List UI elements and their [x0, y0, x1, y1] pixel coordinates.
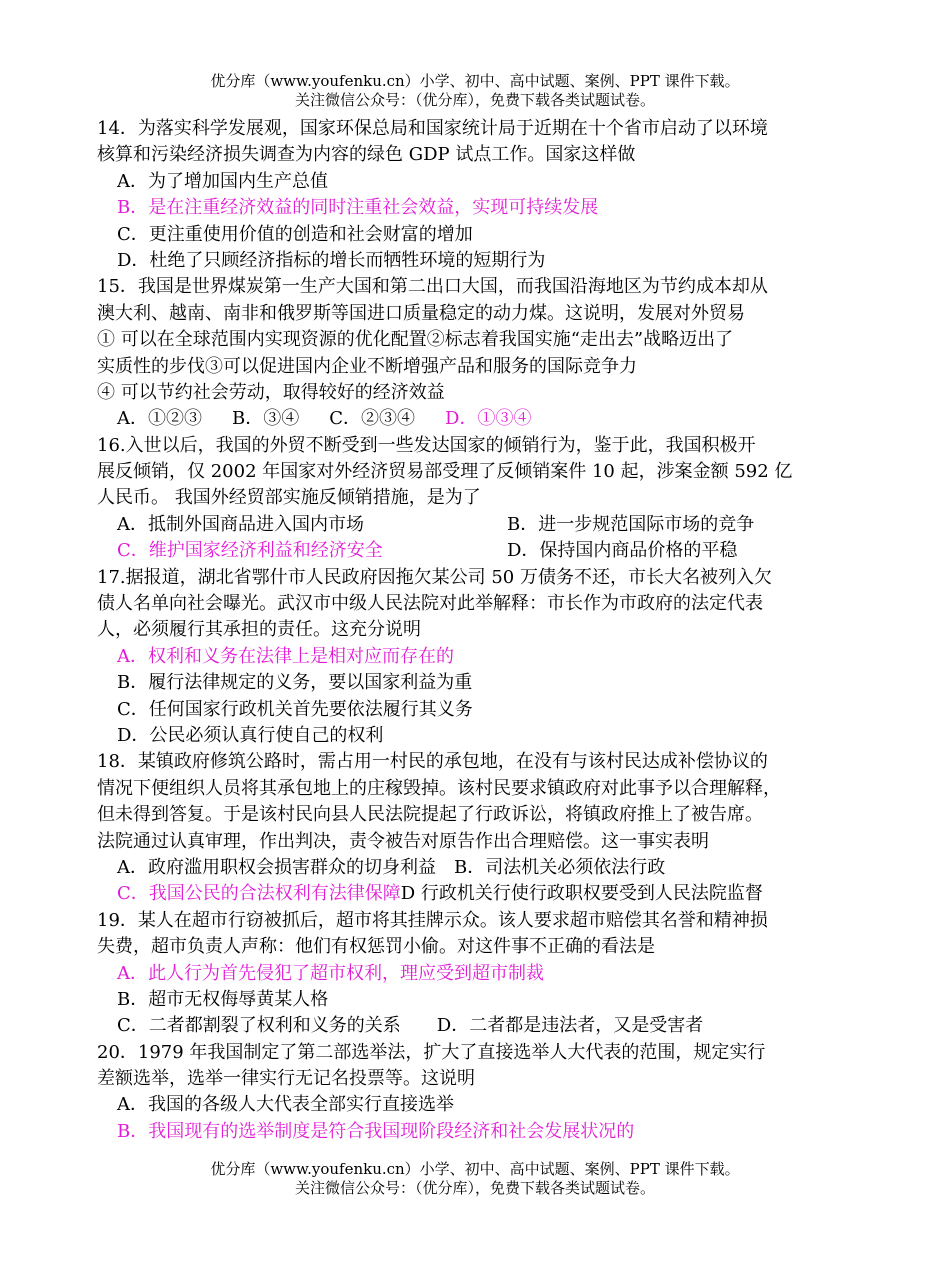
question-stem-line: 16.入世以后，我国的外贸不断受到一些发达国家的倾销行为，鉴于此，我国积极开 [97, 434, 756, 456]
question-stem-line: ① 可以在全球范围内实现资源的优化配置②标志着我国实施“走出去”战略迈出了 [97, 329, 734, 351]
footer-line-1: 优分库（www.youfenku.cn）小学、初中、高中试题、案例、PPT 课件下载。 [210, 1160, 740, 1178]
question-18 [97, 749, 867, 907]
option-a-answer: A．权利和义务在法律上是相对应而存在的 [117, 645, 454, 667]
question-stem-line: 展反倾销，仅 2002 年国家对外经济贸易部受理了反倾销案件 10 起，涉案金额 592 亿 [97, 461, 793, 483]
option-c-answer: C．维护国家经济利益和经济安全 [117, 540, 383, 562]
option-d-answer: D．①③④ [445, 408, 532, 430]
option-b-answer: B．我国现有的选举制度是符合我国现阶段经济和社会发展状况的 [117, 1120, 635, 1142]
question-stem-line: ④ 可以节约社会劳动，取得较好的经济效益 [97, 381, 445, 403]
question-stem-line: 人民币。 我国外经贸部实施反倾销措施，是为了 [97, 487, 481, 509]
page-header [0, 72, 950, 110]
option-a: A．我国的各级人大代表全部实行直接选举 [117, 1094, 454, 1116]
option-c-answer: C．我国公民的合法权利有法律保障 [117, 883, 401, 905]
question-19 [97, 908, 867, 1040]
question-stem-line: 20．1979 年我国制定了第二部选举法，扩大了直接选举人大代表的范围，规定实行 [97, 1041, 766, 1063]
option-d: D．公民必须认真行使自己的权利 [117, 724, 384, 746]
question-stem-line: 澳大利、越南、南非和俄罗斯等国进口质量稳定的动力煤。这说明，发展对外贸易 [97, 302, 745, 324]
option-row [97, 406, 867, 432]
question-20 [97, 1040, 867, 1146]
option-row-cd [97, 881, 867, 907]
question-stem-line: 实质性的步伐③可以促进国内企业不断增强产品和服务的国际竞争力 [97, 355, 637, 377]
question-stem-line: 19．某人在超市行窃被抓后，超市将其挂牌示众。该人要求超市赔偿其名誉和精神损 [97, 909, 768, 931]
option-b-answer: B．是在注重经济效益的同时注重社会效益，实现可持续发展 [117, 197, 599, 219]
question-17 [97, 565, 867, 750]
option-c: C．任何国家行政机关首先要依法履行其义务 [117, 698, 473, 720]
question-stem-line: 但未得到答复。于是该村民向县人民法院提起了行政诉讼，将镇政府推上了被告席。 [97, 804, 763, 826]
question-stem-line: 差额选举，选举一律实行无记名投票等。这说明 [97, 1068, 475, 1090]
option-b: B．进一步规范国际市场的竞争 [507, 513, 755, 535]
option-d: D 行政机关行使行政职权要受到人民法院监督 [400, 883, 763, 905]
option-row-ab: A．政府滥用职权会损害群众的切身利益 B．司法机关必须依法行政 [117, 856, 666, 878]
question-stem-line: 法院通过认真审理，作出判决，责令被告对原告作出合理赔偿。这一事实表明 [97, 830, 709, 852]
footer-line-2: 关注微信公众号：（优分库），免费下载各类试题试卷。 [294, 1179, 655, 1197]
option-c: C．更注重使用价值的创造和社会财富的增加 [117, 223, 473, 245]
option-row-cd: C．二者都割裂了权利和义务的关系 D．二者都是违法者，又是受害者 [117, 1015, 704, 1037]
question-stem-line: 14．为落实科学发展观，国家环保总局和国家统计局于近期在十个省市启动了以环境 [97, 118, 768, 139]
option-row [97, 538, 867, 564]
option-a: A．抵制外国商品进入国内市场 [117, 513, 364, 535]
question-stem-line: 18．某镇政府修筑公路时，需占用一村民的承包地，在没有与该村民达成补偿协议的 [97, 751, 768, 773]
option-a-answer: A．此人行为首先侵犯了超市权利，理应受到超市制裁 [117, 962, 544, 984]
question-stem-line: 15．我国是世界煤炭第一生产大国和第二出口大国，而我国沿海地区为节约成本却从 [97, 276, 768, 298]
page-footer [0, 1160, 950, 1198]
header-line-2: 关注微信公众号：（优分库），免费下载各类试题试卷。 [294, 91, 655, 109]
question-stem-line: 失费，超市负责人声称：他们有权惩罚小偷。对这件事不正确的看法是 [97, 936, 655, 958]
option-a: A．为了增加国内生产总值 [117, 170, 328, 192]
question-stem-line: 17.据报道，湖北省鄂什市人民政府因拖欠某公司 50 万债务不还，市长大名被列入欠 [97, 566, 772, 588]
option-d: D．杜绝了只顾经济指标的增长而牺牲环境的短期行为 [117, 249, 546, 271]
option-b: B．超市无权侮辱黄某人格 [117, 988, 329, 1010]
question-15 [97, 274, 867, 432]
question-16 [97, 433, 867, 565]
option-b: B．履行法律规定的义务，要以国家利益为重 [117, 672, 473, 694]
option-c: C．②③④ [329, 408, 416, 430]
question-stem-line: 情况下便组织人员将其承包地上的庄稼毁掉。该村民要求镇政府对此事予以合理解释， [97, 777, 781, 799]
question-14 [97, 116, 867, 274]
option-d: D．保持国内商品价格的平稳 [507, 540, 738, 562]
option-row [97, 512, 867, 538]
option-b: B．③④ [232, 408, 300, 430]
header-line-1: 优分库（www.youfenku.cn）小学、初中、高中试题、案例、PPT 课件下载。 [210, 72, 740, 90]
option-a: A．①②③ [117, 408, 202, 430]
question-stem-line: 人，必须履行其承担的责任。这充分说明 [97, 619, 421, 641]
question-stem-line: 核算和污染经济损失调查为内容的绿色 GDP 试点工作。国家这样做 [97, 144, 636, 166]
question-stem-line: 债人名单向社会曝光。武汉市中级人民法院对此举解释：市长作为市政府的法定代表 [97, 593, 763, 615]
question-list [97, 116, 867, 1145]
